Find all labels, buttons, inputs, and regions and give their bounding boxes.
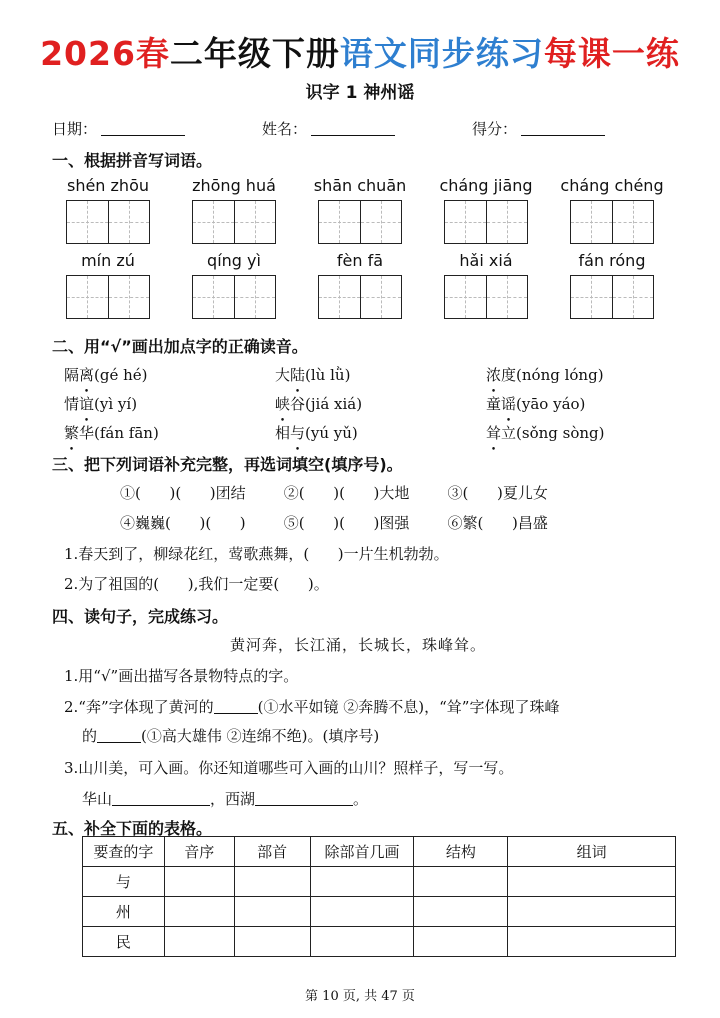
lesson-title: 识字 1 神州谣 (305, 83, 415, 103)
answer-cell[interactable] (234, 927, 310, 957)
dotted-char: 繁 (64, 424, 80, 442)
answer-cell[interactable] (508, 927, 676, 957)
page-title (0, 28, 720, 75)
section2-heading: 二、用“√”画出加点字的正确读音。 (52, 337, 308, 356)
pinyin-label: fèn fā (336, 251, 384, 270)
word-part: 隔 (64, 366, 80, 384)
score-field[interactable] (472, 118, 605, 139)
writing-grid[interactable] (570, 275, 654, 319)
reading-item[interactable] (486, 393, 585, 414)
word-part: 大 (275, 366, 291, 384)
question-item: 3.山川美，可入画。你还知道哪些可入画的山川？照样子，写一写。 (64, 759, 514, 777)
reading-options[interactable]: (yāo yáo) (516, 395, 586, 413)
table-header: 部首 (234, 837, 310, 867)
writing-grid[interactable] (192, 200, 276, 244)
writing-grid[interactable] (66, 200, 150, 244)
pinyin-label: mín zú (81, 251, 135, 270)
reading-options[interactable]: (jiá xiá) (305, 395, 363, 413)
pinyin-label: zhōng huá (192, 176, 276, 195)
answer-cell[interactable] (508, 867, 676, 897)
answer-cell[interactable] (508, 897, 676, 927)
pinyin-label: hǎi xiá (459, 251, 513, 270)
date-label: 日期： (52, 120, 98, 138)
idiom-fill-row[interactable]: ①( )( )团结 ②( )( )大地 ③( )夏儿女 (120, 484, 548, 502)
table-header: 结构 (414, 837, 508, 867)
reading-item[interactable] (64, 364, 148, 385)
question-item (82, 725, 379, 746)
question-item (64, 696, 559, 717)
answer-cell[interactable] (310, 927, 414, 957)
answer-cell[interactable] (310, 867, 414, 897)
date-field[interactable] (52, 118, 185, 139)
idiom-fill-row[interactable]: ④巍巍( )( ) ⑤( )( )图强 ⑥繁( )昌盛 (120, 514, 548, 532)
score-label: 得分： (472, 120, 518, 138)
pinyin-label: shān chuān (313, 176, 407, 195)
title-grade: 二年级下册 (169, 34, 340, 73)
table-header: 除部首几画 (310, 837, 414, 867)
section1-heading: 一、根据拼音写词语。 (52, 151, 213, 170)
question-text: 华山 (82, 790, 113, 808)
answer-cell[interactable] (234, 897, 310, 927)
date-blank[interactable] (101, 135, 185, 136)
question-text: 的 (82, 727, 98, 745)
page-footer: 第 10 页, 共 47 页 (305, 989, 415, 1004)
table-row (83, 867, 676, 897)
lookup-char: 州 (83, 897, 165, 927)
question-text: 2.“奔”字体现了黄河的 (64, 698, 214, 716)
writing-grid[interactable] (192, 275, 276, 319)
dotted-char: 谣 (501, 395, 517, 413)
answer-blank[interactable] (97, 742, 141, 743)
table-row (83, 927, 676, 957)
reading-options[interactable]: (lù lǜ) (305, 366, 351, 384)
writing-grid[interactable] (444, 200, 528, 244)
title-series: 每课一练 (543, 34, 680, 73)
fill-question[interactable]: 2.为了祖国的( ),我们一定要( )。 (64, 575, 329, 593)
table-row (83, 897, 676, 927)
answer-cell[interactable] (164, 897, 234, 927)
dotted-char: 陆 (290, 366, 306, 384)
word-part: 童 (486, 395, 502, 413)
dotted-char: 耸 (486, 424, 502, 442)
answer-blank[interactable] (112, 805, 210, 806)
writing-grid[interactable] (66, 275, 150, 319)
reading-options[interactable]: (yì yí) (94, 395, 138, 413)
name-label: 姓名： (262, 120, 308, 138)
writing-grid[interactable] (444, 275, 528, 319)
title-subject: 语文同步练习 (339, 34, 544, 73)
dotted-char: 与 (290, 424, 306, 442)
question-text: 。 (353, 790, 369, 808)
table-header: 要查的字 (83, 837, 165, 867)
reading-options[interactable]: (yú yǔ) (305, 424, 358, 442)
fill-question[interactable]: 1.春天到了，柳绿花红，莺歌燕舞，( )一片生机勃勃。 (64, 545, 449, 563)
word-part: 谷 (290, 395, 306, 413)
lookup-char: 民 (83, 927, 165, 957)
answer-cell[interactable] (414, 897, 508, 927)
pinyin-label: shén zhōu (66, 176, 149, 195)
question-text: (①水平如镜 ②奔腾不息)，“耸”字体现了珠峰 (257, 698, 560, 716)
score-blank[interactable] (521, 135, 605, 136)
answer-cell[interactable] (414, 867, 508, 897)
lookup-table (82, 836, 676, 957)
answer-blank[interactable] (255, 805, 353, 806)
reading-item[interactable] (64, 393, 137, 414)
reading-options[interactable]: (nóng lóng) (516, 366, 604, 384)
dotted-char: 峡 (275, 395, 291, 413)
word-part: 度 (501, 366, 517, 384)
pinyin-label: cháng jiāng (439, 176, 533, 195)
pinyin-label: cháng chéng (560, 176, 664, 195)
reading-item[interactable] (486, 422, 605, 443)
reading-item[interactable] (275, 364, 350, 385)
table-header: 组词 (508, 837, 676, 867)
pinyin-label: fán róng (578, 251, 646, 270)
name-field[interactable] (262, 118, 395, 139)
question-item: 1.用“√”画出描写各景物特点的字。 (64, 667, 299, 685)
reading-options[interactable]: (sǒng sòng) (516, 424, 605, 442)
writing-grid[interactable] (570, 200, 654, 244)
reading-options[interactable]: (gé hé) (94, 366, 148, 384)
section3-heading: 三、把下列词语补充完整，再选词填空(填序号)。 (52, 455, 403, 474)
question-text: ，西湖 (210, 790, 256, 808)
title-year: 2026春 (40, 34, 170, 73)
section5-heading: 五、补全下面的表格。 (52, 819, 213, 838)
answer-cell[interactable] (310, 897, 414, 927)
section4-heading: 四、读句子，完成练习。 (52, 607, 229, 626)
writing-grid[interactable] (318, 275, 402, 319)
reading-options[interactable]: (fán fān) (94, 424, 159, 442)
dotted-char: 浓 (486, 366, 502, 384)
dotted-char: 离 (79, 366, 95, 384)
answer-cell[interactable] (234, 867, 310, 897)
reading-item[interactable] (275, 393, 362, 414)
word-part: 立 (501, 424, 517, 442)
lookup-char: 与 (83, 867, 165, 897)
question-text: (①高大雄伟 ②连绵不绝)。(填序号) (141, 727, 380, 745)
poem-line: 黄河奔，长江涌，长城长，珠峰耸。 (230, 636, 487, 654)
answer-blank[interactable] (214, 713, 258, 714)
answer-cell[interactable] (414, 927, 508, 957)
question-item (82, 788, 368, 809)
word-part: 华 (79, 424, 95, 442)
table-header: 音序 (164, 837, 234, 867)
answer-cell[interactable] (164, 927, 234, 957)
word-part: 相 (275, 424, 291, 442)
pinyin-label: qíng yì (207, 251, 261, 270)
reading-item[interactable] (275, 422, 358, 443)
dotted-char: 谊 (79, 395, 95, 413)
answer-cell[interactable] (164, 867, 234, 897)
table-header-row (83, 837, 676, 867)
reading-item[interactable] (486, 364, 604, 385)
reading-item[interactable] (64, 422, 159, 443)
word-part: 情 (64, 395, 80, 413)
name-blank[interactable] (311, 135, 395, 136)
writing-grid[interactable] (318, 200, 402, 244)
